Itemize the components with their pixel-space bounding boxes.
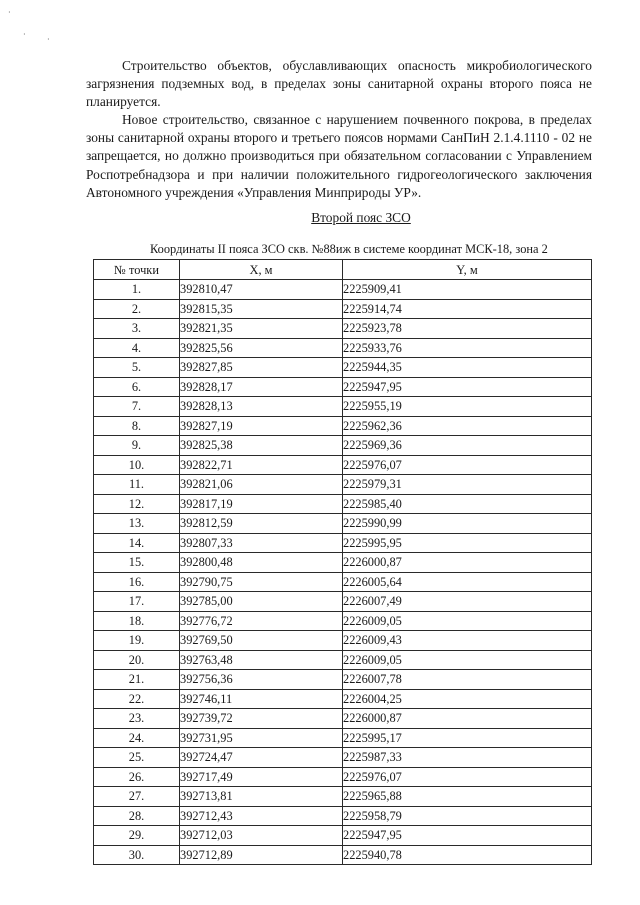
x-coordinate-cell: 392821,06 (180, 475, 343, 495)
point-number-cell: 7. (94, 397, 180, 417)
point-number-cell: 14. (94, 533, 180, 553)
y-coordinate-cell: 2225987,33 (343, 748, 592, 768)
coordinates-table (93, 259, 592, 865)
point-number-cell: 21. (94, 670, 180, 690)
table-row (94, 650, 592, 670)
x-coordinate-cell: 392717,49 (180, 767, 343, 787)
y-coordinate-cell: 2225976,07 (343, 455, 592, 475)
table-row (94, 767, 592, 787)
x-coordinate-cell: 392712,03 (180, 826, 343, 846)
table-row (94, 494, 592, 514)
point-number-cell: 23. (94, 709, 180, 729)
y-coordinate-cell: 2225944,35 (343, 358, 592, 378)
x-coordinate-cell: 392763,48 (180, 650, 343, 670)
y-coordinate-cell: 2226000,87 (343, 709, 592, 729)
x-coordinate-cell: 392828,17 (180, 377, 343, 397)
table-row (94, 592, 592, 612)
x-coordinate-cell: 392769,50 (180, 631, 343, 651)
table-row (94, 455, 592, 475)
y-coordinate-cell: 2225958,79 (343, 806, 592, 826)
point-number-cell: 26. (94, 767, 180, 787)
point-number-cell: 17. (94, 592, 180, 612)
table-row (94, 553, 592, 573)
point-number-cell: 10. (94, 455, 180, 475)
point-number-cell: 13. (94, 514, 180, 534)
point-number-cell: 8. (94, 416, 180, 436)
x-coordinate-cell: 392713,81 (180, 787, 343, 807)
table-row (94, 826, 592, 846)
y-coordinate-cell: 2225990,99 (343, 514, 592, 534)
table-row (94, 845, 592, 865)
table-row (94, 280, 592, 300)
scan-speck: · (23, 30, 26, 39)
point-number-cell: 12. (94, 494, 180, 514)
x-coordinate-cell: 392731,95 (180, 728, 343, 748)
y-coordinate-cell: 2225923,78 (343, 319, 592, 339)
x-coordinate-cell: 392785,00 (180, 592, 343, 612)
paragraph-1 (86, 57, 592, 112)
point-number-cell: 18. (94, 611, 180, 631)
point-number-cell: 4. (94, 338, 180, 358)
table-row (94, 670, 592, 690)
table-row (94, 338, 592, 358)
y-coordinate-cell: 2225933,76 (343, 338, 592, 358)
point-number-cell: 5. (94, 358, 180, 378)
point-number-cell: 9. (94, 436, 180, 456)
point-number-cell: 24. (94, 728, 180, 748)
table-row (94, 728, 592, 748)
y-coordinate-cell: 2225962,36 (343, 416, 592, 436)
point-number-cell: 28. (94, 806, 180, 826)
table-row (94, 377, 592, 397)
point-number-cell: 30. (94, 845, 180, 865)
point-number-cell: 6. (94, 377, 180, 397)
table-row (94, 709, 592, 729)
y-coordinate-cell: 2225914,74 (343, 299, 592, 319)
table-row (94, 319, 592, 339)
y-coordinate-cell: 2226009,05 (343, 650, 592, 670)
point-number-cell: 1. (94, 280, 180, 300)
x-coordinate-cell: 392724,47 (180, 748, 343, 768)
x-coordinate-cell: 392828,13 (180, 397, 343, 417)
point-number-cell: 2. (94, 299, 180, 319)
point-number-cell: 11. (94, 475, 180, 495)
x-coordinate-cell: 392827,85 (180, 358, 343, 378)
y-coordinate-cell: 2225985,40 (343, 494, 592, 514)
y-coordinate-cell: 2225969,36 (343, 436, 592, 456)
point-number-cell: 19. (94, 631, 180, 651)
y-coordinate-cell: 2225940,78 (343, 845, 592, 865)
table-row (94, 689, 592, 709)
column-header-x: X, м (180, 260, 343, 280)
table-row (94, 787, 592, 807)
x-coordinate-cell: 392712,89 (180, 845, 343, 865)
section-heading-text: Второй пояс ЗСО (311, 210, 411, 225)
point-number-cell: 25. (94, 748, 180, 768)
x-coordinate-cell: 392746,11 (180, 689, 343, 709)
table-row (94, 572, 592, 592)
paragraph-text: Строительство объектов, обуславливающих опасность микробиологического загрязнения подземных вод, в пределах зоны санитарной охраны второго пояса не планируется. (86, 58, 592, 110)
x-coordinate-cell: 392815,35 (180, 299, 343, 319)
point-number-cell: 15. (94, 553, 180, 573)
column-header-y: Y, м (343, 260, 592, 280)
table-row (94, 748, 592, 768)
y-coordinate-cell: 2225995,17 (343, 728, 592, 748)
x-coordinate-cell: 392807,33 (180, 533, 343, 553)
y-coordinate-cell: 2225979,31 (343, 475, 592, 495)
x-coordinate-cell: 392790,75 (180, 572, 343, 592)
table-row (94, 416, 592, 436)
x-coordinate-cell: 392825,38 (180, 436, 343, 456)
paragraph-text: Новое строительство, связанное с нарушением почвенного покрова, в пределах зоны санитарной охраны второго и третьего поясов нормами СанПиН 2.1.4.1110 - 02 не запрещается, но должно производиться при обязательном согласовании с Управлением Роспотребнадзора и при наличии положительного гидрогеологического заключения Автономного учреждения «Управления Минприроды УР». (86, 112, 592, 200)
y-coordinate-cell: 2225976,07 (343, 767, 592, 787)
x-coordinate-cell: 392821,35 (180, 319, 343, 339)
point-number-cell: 20. (94, 650, 180, 670)
y-coordinate-cell: 2225947,95 (343, 377, 592, 397)
scan-speck: · (8, 8, 11, 17)
x-coordinate-cell: 392822,71 (180, 455, 343, 475)
y-coordinate-cell: 2226007,78 (343, 670, 592, 690)
section-heading (0, 210, 640, 226)
paragraph-2 (86, 111, 592, 202)
table-row (94, 397, 592, 417)
x-coordinate-cell: 392739,72 (180, 709, 343, 729)
x-coordinate-cell: 392756,36 (180, 670, 343, 690)
point-number-cell: 27. (94, 787, 180, 807)
point-number-cell: 29. (94, 826, 180, 846)
table-row (94, 475, 592, 495)
x-coordinate-cell: 392810,47 (180, 280, 343, 300)
x-coordinate-cell: 392712,43 (180, 806, 343, 826)
table-row (94, 631, 592, 651)
table-header-row (94, 260, 592, 280)
y-coordinate-cell: 2225947,95 (343, 826, 592, 846)
y-coordinate-cell: 2225995,95 (343, 533, 592, 553)
table-row (94, 533, 592, 553)
x-coordinate-cell: 392827,19 (180, 416, 343, 436)
table-body (94, 280, 592, 865)
y-coordinate-cell: 2226000,87 (343, 553, 592, 573)
point-number-cell: 22. (94, 689, 180, 709)
x-coordinate-cell: 392825,56 (180, 338, 343, 358)
y-coordinate-cell: 2226009,05 (343, 611, 592, 631)
column-header-point: № точки (94, 260, 180, 280)
table-caption: Координаты II пояса ЗСО скв. №88иж в системе координат МСК-18, зона 2 (150, 242, 548, 256)
y-coordinate-cell: 2226009,43 (343, 631, 592, 651)
point-number-cell: 3. (94, 319, 180, 339)
table-row (94, 611, 592, 631)
y-coordinate-cell: 2225955,19 (343, 397, 592, 417)
table-row (94, 358, 592, 378)
y-coordinate-cell: 2225909,41 (343, 280, 592, 300)
y-coordinate-cell: 2226007,49 (343, 592, 592, 612)
x-coordinate-cell: 392817,19 (180, 494, 343, 514)
scan-speck: · (47, 35, 50, 44)
y-coordinate-cell: 2226005,64 (343, 572, 592, 592)
table-row (94, 514, 592, 534)
table-row (94, 806, 592, 826)
table-row (94, 436, 592, 456)
point-number-cell: 16. (94, 572, 180, 592)
x-coordinate-cell: 392800,48 (180, 553, 343, 573)
x-coordinate-cell: 392776,72 (180, 611, 343, 631)
table-row (94, 299, 592, 319)
x-coordinate-cell: 392812,59 (180, 514, 343, 534)
y-coordinate-cell: 2226004,25 (343, 689, 592, 709)
y-coordinate-cell: 2225965,88 (343, 787, 592, 807)
